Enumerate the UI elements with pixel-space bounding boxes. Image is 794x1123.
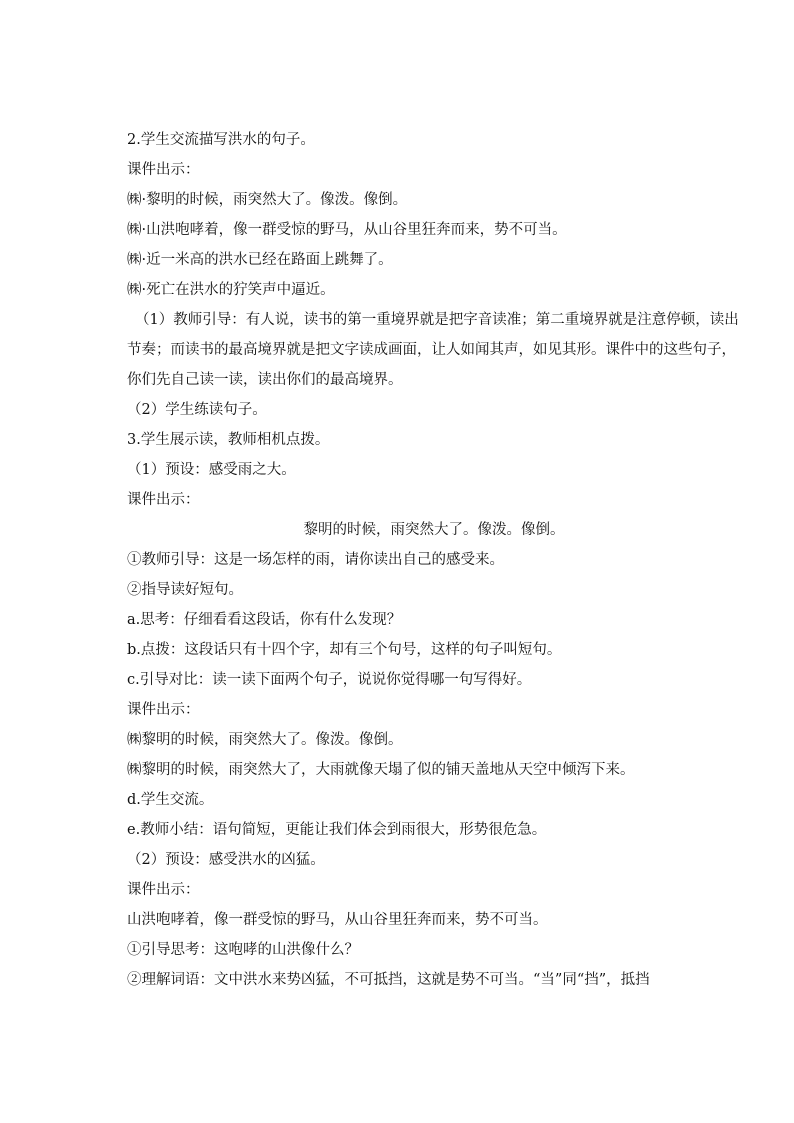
document-body xyxy=(127,125,741,995)
courseware-label: 课件出示： xyxy=(127,492,200,508)
flood-sentence-2: ㈱·山洪咆哮着，像一群受惊的野马，从山谷里狂奔而来，势不可当。 xyxy=(127,222,567,238)
compare-sentence-2: ㈱黎明的时候，雨突然大了，大雨就像天塌了似的铺天盖地从天空中倾泻下来。 xyxy=(127,762,635,778)
preset-flood-heading: （2）预设：感受洪水的凶猛。 xyxy=(127,852,325,868)
item-c-compare: c.引导对比：读一读下面两个句子，说说你觉得哪一句写得好。 xyxy=(127,672,532,688)
guide-short-sentence: ②指导读好短句。 xyxy=(127,582,243,598)
teacher-guidance-paragraph: （1）教师引导：有人说，读书的第一重境界就是把字音读准；第二重境界就是注意停顿，读出节奏；而读书的最高境界就是把文字读成画面，让人如闻其声，如见其形。课件中的这些句子，你们先自己读一读，读出你们的最高境界。 xyxy=(127,312,739,388)
mountain-flood-sentence: 山洪咆哮着，像一群受惊的野马，从山谷里狂奔而来，势不可当。 xyxy=(127,912,548,928)
courseware-label: 课件出示： xyxy=(127,162,200,178)
compare-sentence-1: ㈱黎明的时候，雨突然大了。像泼。像倒。 xyxy=(127,732,403,748)
guide-thinking-question: ①引导思考：这咆哮的山洪像什么？ xyxy=(127,942,359,958)
centered-rain-sentence: 黎明的时候，雨突然大了。像泼。像倒。 xyxy=(303,522,565,538)
courseware-label: 课件出示： xyxy=(127,882,200,898)
teacher-prompt-1: ①教师引导：这是一场怎样的雨，请你读出自己的感受来。 xyxy=(127,552,504,568)
vocabulary-explanation: ②理解词语：文中洪水来势凶猛，不可抵挡，这就是势不可当。“当”同“挡”，抵挡 xyxy=(127,972,650,988)
courseware-label: 课件出示： xyxy=(127,702,200,718)
section-heading-3: 3.学生展示读，教师相机点拨。 xyxy=(127,432,330,448)
preset-rain-heading: （1）预设：感受雨之大。 xyxy=(127,462,296,478)
student-practice-line: （2）学生练读句子。 xyxy=(127,402,267,418)
section-heading-2: 2.学生交流描写洪水的句子。 xyxy=(127,132,315,148)
flood-sentence-3: ㈱·近一米高的洪水已经在路面上跳舞了。 xyxy=(127,252,393,268)
flood-sentence-1: ㈱·黎明的时候，雨突然大了。像泼。像倒。 xyxy=(127,192,408,208)
flood-sentence-4: ㈱·死亡在洪水的狞笑声中逼近。 xyxy=(127,282,335,298)
item-a-think: a.思考：仔细看看这段话，你有什么发现？ xyxy=(127,612,402,628)
item-b-explain: b.点拨：这段话只有十四个字，却有三个句号，这样的句子叫短句。 xyxy=(127,642,562,658)
item-d-exchange: d.学生交流。 xyxy=(127,792,214,808)
item-e-summary: e.教师小结：语句简短，更能让我们体会到雨很大，形势很危急。 xyxy=(127,822,547,838)
